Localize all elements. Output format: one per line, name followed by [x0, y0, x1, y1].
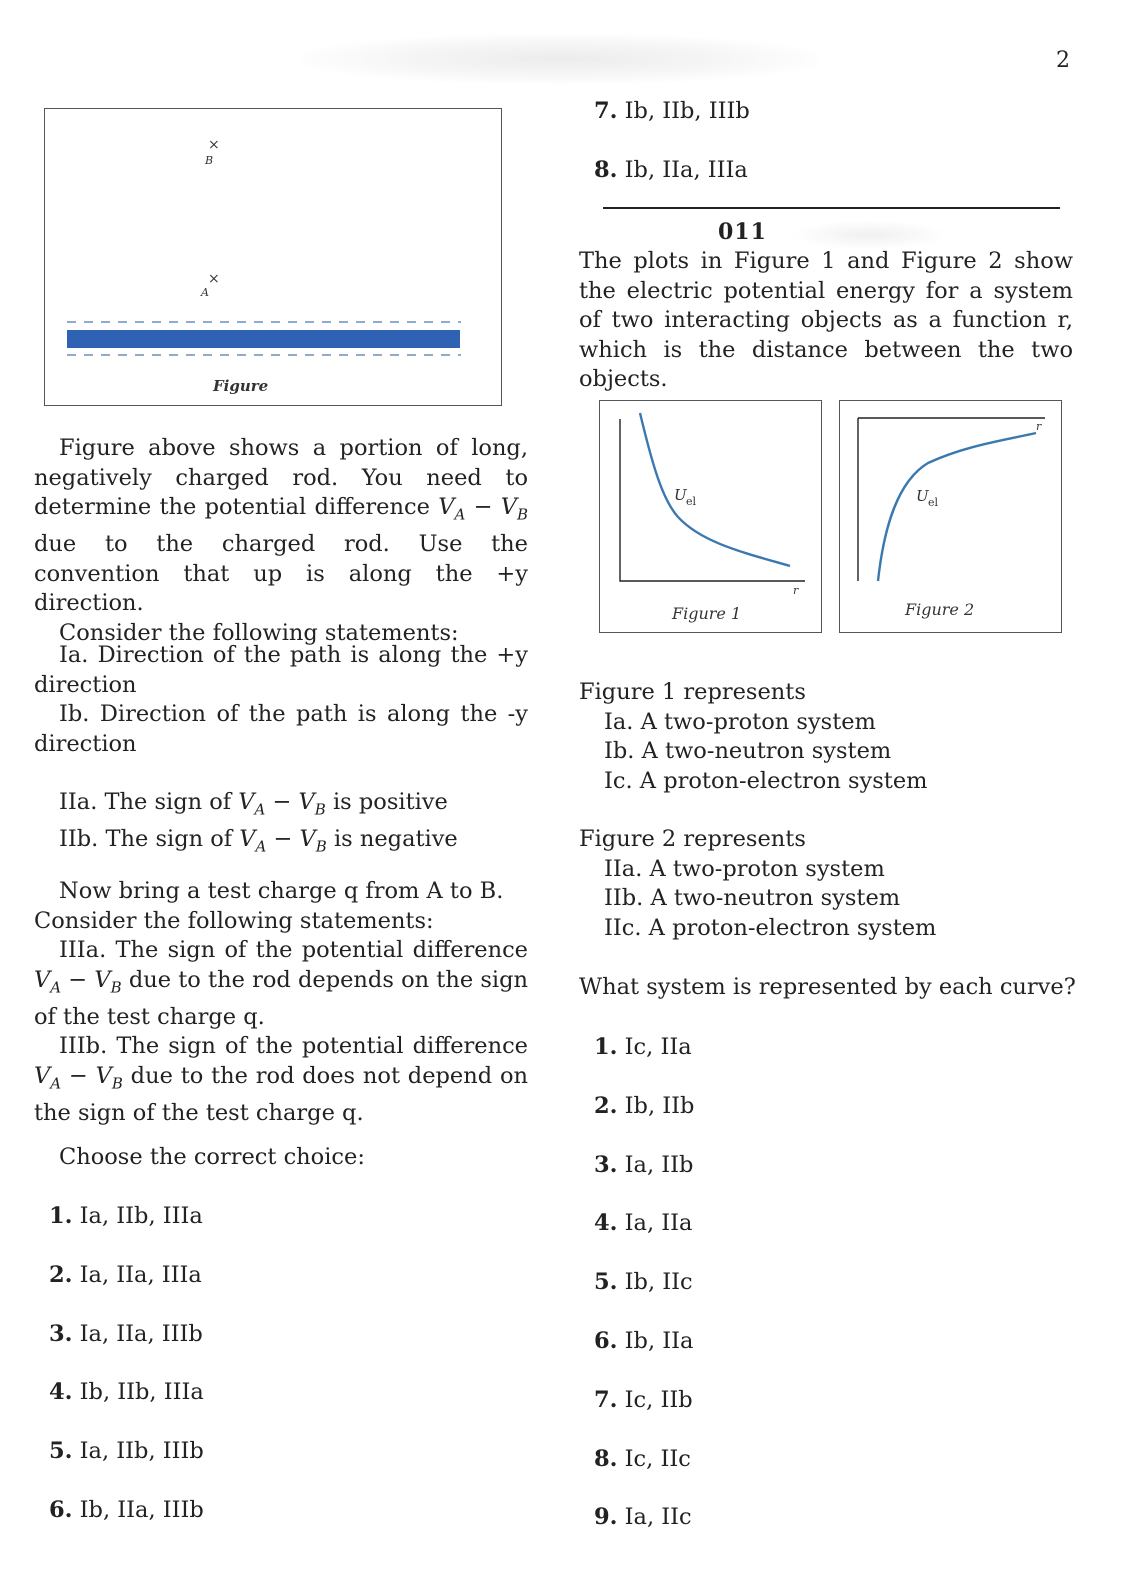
point-b-marker: ×: [208, 137, 220, 153]
statements-II: [59, 788, 529, 862]
left-intro: Figure above shows a portion of long, negatively charged rod. You need to determine the potential difference $V_A - V_B$ due to the charged rod. Use the convention that up is along the +y direction. Consider the following statements:: [34, 434, 528, 648]
consider-text-1: Consider the following statements:: [59, 619, 459, 646]
point-a-marker: ×: [208, 271, 220, 287]
statement-IIb: IIb. The sign of $V_A - V_B$ is negative: [59, 826, 458, 856]
figure-1: [599, 400, 822, 633]
option-text: Ib, IIa, IIIa: [624, 157, 748, 183]
section-divider: [603, 207, 1060, 209]
answer-option[interactable]: [49, 1496, 204, 1525]
potential-energy-curve: [640, 413, 790, 566]
charged-rod: [67, 330, 460, 348]
statements-III: [34, 877, 528, 1128]
list-heading: Figure 2 represents: [579, 826, 806, 852]
curve-label-subscript: el: [686, 495, 697, 508]
figure-caption: Figure: [213, 377, 269, 395]
choose-text: Choose the correct choice:: [59, 1144, 365, 1170]
figure-caption: Figure 1: [672, 604, 742, 623]
option-text: Ia, IIc: [624, 1504, 692, 1530]
option-text: Ib, IIb, IIIa: [79, 1379, 204, 1405]
scan-smudge: [790, 220, 950, 250]
curve-label-subscript: el: [928, 496, 939, 509]
answer-option[interactable]: [49, 1261, 202, 1290]
page-number: 2: [1056, 48, 1070, 73]
statements-I: [34, 641, 528, 759]
option-number: 7.: [594, 98, 618, 124]
answer-option[interactable]: [49, 1320, 203, 1349]
option-number: 5.: [49, 1438, 73, 1464]
option-text: Ic, IIb: [624, 1387, 693, 1413]
answer-option[interactable]: [594, 1386, 693, 1415]
answer-option[interactable]: [594, 1151, 693, 1180]
option-text: Ib, IIb: [624, 1093, 695, 1119]
statement-Ia: Ia. Direction of the path is along the +y direction: [34, 642, 528, 698]
figure-1-list: [579, 678, 1073, 796]
list-item: Ic. A proton-electron system: [604, 767, 928, 794]
axis-label: r: [1036, 420, 1042, 433]
statement-IIIa: IIIa. The sign of the potential difference $V_A - V_B$ due to the rod depends on the sign of the test charge q.: [34, 937, 528, 1030]
option-number: 3.: [594, 1152, 618, 1178]
curve-label: U: [674, 486, 687, 504]
option-number: 1.: [49, 1203, 73, 1229]
option-number: 6.: [594, 1328, 618, 1354]
answer-option[interactable]: [594, 156, 748, 185]
list-item: Ia. A two-proton system: [604, 708, 876, 735]
option-text: Ib, IIa, IIIb: [79, 1497, 204, 1523]
list-item: IIc. A proton-electron system: [604, 914, 937, 941]
point-b-label: B: [205, 154, 214, 167]
answer-option[interactable]: [49, 1378, 204, 1407]
option-number: 5.: [594, 1269, 618, 1295]
answer-option[interactable]: [49, 1202, 203, 1231]
option-number: 8.: [594, 157, 618, 183]
option-text: Ic, IIc: [624, 1446, 691, 1472]
answer-option[interactable]: [594, 1503, 692, 1532]
answer-option[interactable]: [594, 1268, 693, 1297]
list-item: IIa. A two-proton system: [604, 855, 885, 882]
problem-number: 011: [718, 219, 767, 245]
statement-IIIb: IIIb. The sign of the potential difference $V_A - V_B$ due to the rod does not depend on the sign of the test charge q.: [34, 1033, 528, 1126]
option-number: 6.: [49, 1497, 73, 1523]
answer-option[interactable]: [49, 1437, 204, 1466]
figure-2-list: [579, 825, 1073, 943]
answer-option[interactable]: [594, 97, 750, 126]
answer-option[interactable]: [594, 1327, 693, 1356]
option-text: Ia, IIa, IIIa: [79, 1262, 202, 1288]
consider-text-2: Consider the following statements:: [34, 907, 434, 934]
figure-2: [839, 400, 1062, 633]
list-item: Ib. A two-neutron system: [604, 738, 892, 764]
now-bring-text: Now bring a test charge q from A to B.: [59, 878, 504, 904]
option-text: Ia, IIb: [624, 1152, 694, 1178]
option-number: 9.: [594, 1504, 618, 1530]
answer-option[interactable]: [594, 1445, 691, 1474]
figure-2-plot: [840, 401, 1061, 632]
answer-option[interactable]: [594, 1033, 692, 1062]
statement-Ib: Ib. Direction of the path is along the -y direction: [34, 701, 528, 757]
figure-1-plot: [600, 401, 821, 632]
option-text: Ia, IIa: [624, 1210, 693, 1236]
option-number: 2.: [594, 1093, 618, 1119]
option-text: Ic, IIa: [624, 1034, 692, 1060]
answer-option[interactable]: [594, 1092, 694, 1121]
option-number: 1.: [594, 1034, 618, 1060]
statement-IIa: IIa. The sign of $V_A - V_B$ is positive: [59, 789, 448, 819]
option-number: 4.: [49, 1379, 73, 1405]
list-heading: Figure 1 represents: [579, 679, 806, 705]
option-text: Ib, IIc: [624, 1269, 693, 1295]
rod-figure: [44, 108, 502, 406]
option-number: 2.: [49, 1262, 73, 1288]
option-number: 3.: [49, 1321, 73, 1347]
right-intro: The plots in Figure 1 and Figure 2 show the electric potential energy for a system of two interacting objects as a function r, which is the distance between the two objects.: [579, 248, 1073, 392]
curve-label: U: [916, 487, 929, 505]
option-text: Ia, IIb, IIIb: [79, 1438, 204, 1464]
list-item: IIb. A two-neutron system: [604, 885, 901, 911]
option-text: Ia, IIb, IIIa: [79, 1203, 203, 1229]
question-text: What system is represented by each curve?: [579, 974, 1076, 1000]
figure-caption: Figure 2: [905, 600, 975, 619]
option-text: Ib, IIa: [624, 1328, 694, 1354]
option-text: Ia, IIa, IIIb: [79, 1321, 203, 1347]
point-a-label: A: [201, 286, 209, 299]
option-number: 8.: [594, 1446, 618, 1472]
potential-energy-curve: [878, 433, 1036, 581]
answer-option[interactable]: [594, 1209, 692, 1238]
scan-smudge: [300, 34, 820, 84]
option-number: 7.: [594, 1387, 618, 1413]
option-text: Ib, IIb, IIIb: [624, 98, 750, 124]
axis-label: r: [793, 584, 799, 597]
rod-figure-drawing: [45, 109, 501, 405]
option-number: 4.: [594, 1210, 618, 1236]
